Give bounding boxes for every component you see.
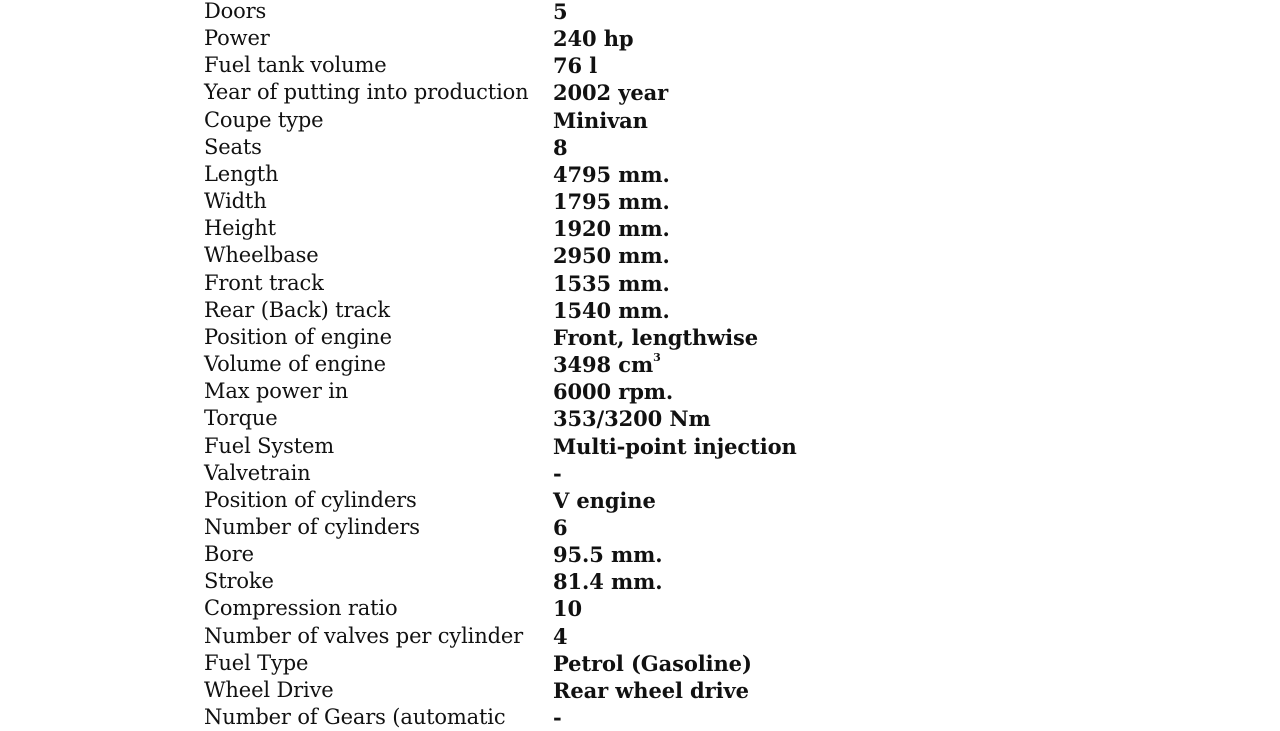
- spec-value-text: 1540 mm.: [553, 297, 670, 323]
- spec-label: Number of cylinders: [204, 514, 420, 539]
- spec-value-superscript: 3: [653, 351, 661, 365]
- spec-label: Height: [204, 216, 276, 241]
- spec-label: Wheelbase: [204, 243, 319, 268]
- spec-row: [204, 79, 797, 106]
- spec-value-text: 6: [553, 514, 568, 540]
- spec-value-text: 3498 cm: [553, 352, 654, 378]
- spec-label: Fuel tank volume: [204, 53, 387, 78]
- spec-row: [204, 514, 797, 541]
- spec-value-text: 1535 mm.: [553, 270, 670, 296]
- spec-value-text: 2002 year: [553, 80, 669, 106]
- spec-row: [204, 568, 797, 595]
- spec-value: [553, 297, 797, 324]
- spec-value: [553, 242, 797, 269]
- spec-label: Coupe type: [204, 107, 324, 132]
- spec-row: [204, 405, 797, 432]
- spec-value-text: Rear wheel drive: [553, 677, 749, 703]
- spec-row: [204, 297, 797, 324]
- spec-row: [204, 595, 797, 622]
- spec-value-text: -: [553, 705, 562, 731]
- spec-label: Length: [204, 161, 279, 186]
- spec-label: Number of valves per cylinder: [204, 623, 524, 648]
- spec-row: [204, 25, 797, 52]
- spec-value-text: 240 hp: [553, 26, 634, 52]
- spec-value: [553, 188, 797, 215]
- spec-value: [553, 460, 797, 487]
- spec-value-text: Multi-point injection: [553, 433, 797, 459]
- spec-table-body: [204, 0, 797, 731]
- spec-value-text: 81.4 mm.: [553, 569, 663, 595]
- spec-label: Torque: [204, 406, 278, 431]
- spec-label: Fuel System: [204, 433, 335, 458]
- spec-value-text: -: [553, 460, 562, 486]
- spec-label: Year of putting into production: [204, 80, 529, 105]
- spec-value-text: Minivan: [553, 107, 648, 133]
- spec-row: [204, 188, 797, 215]
- spec-value: [553, 378, 797, 405]
- spec-value: [553, 25, 797, 52]
- spec-row: [204, 161, 797, 188]
- spec-value: [553, 215, 797, 242]
- spec-value-text: 1795 mm.: [553, 189, 670, 215]
- spec-label: Valvetrain: [204, 460, 311, 485]
- spec-label: Front track: [204, 270, 324, 295]
- spec-value: [553, 405, 797, 432]
- spec-label: Doors: [204, 0, 267, 23]
- spec-value: [553, 270, 797, 297]
- spec-value-text: 353/3200 Nm: [553, 406, 711, 432]
- spec-row: [204, 460, 797, 487]
- spec-value: [553, 704, 797, 731]
- spec-row: [204, 324, 797, 351]
- spec-label: Compression ratio: [204, 596, 398, 621]
- spec-row: [204, 107, 797, 134]
- spec-value: [553, 161, 797, 188]
- spec-row: [204, 623, 797, 650]
- spec-value-text: 1920 mm.: [553, 216, 670, 242]
- spec-value: [553, 487, 797, 514]
- spec-value: [553, 677, 797, 704]
- spec-value-text: 10: [553, 596, 583, 622]
- spec-value-text: 5: [553, 0, 568, 24]
- spec-row: [204, 351, 797, 378]
- spec-row: [204, 677, 797, 704]
- car-spec-table: [204, 0, 797, 731]
- spec-row: [204, 270, 797, 297]
- spec-value: [553, 134, 797, 161]
- spec-value-text: V engine: [553, 487, 656, 513]
- spec-value: [553, 595, 797, 622]
- spec-value-text: 6000 rpm.: [553, 379, 674, 405]
- spec-value: [553, 650, 797, 677]
- spec-row: [204, 704, 797, 731]
- spec-label: Width: [204, 189, 267, 214]
- spec-value: [553, 623, 797, 650]
- spec-row: [204, 242, 797, 269]
- spec-value: [553, 514, 797, 541]
- spec-value: [553, 568, 797, 595]
- spec-label: Fuel Type: [204, 650, 309, 675]
- spec-value: [553, 52, 797, 79]
- spec-label: Rear (Back) track: [204, 297, 390, 322]
- spec-label: Stroke: [204, 569, 274, 594]
- spec-value: [553, 433, 797, 460]
- spec-value-text: 4: [553, 623, 568, 649]
- spec-label: Volume of engine: [204, 352, 386, 377]
- spec-row: [204, 433, 797, 460]
- spec-row: [204, 134, 797, 161]
- spec-row: [204, 487, 797, 514]
- spec-value-text: 8: [553, 134, 568, 160]
- spec-row: [204, 541, 797, 568]
- spec-row: [204, 215, 797, 242]
- spec-row: [204, 0, 797, 25]
- spec-label: Number of Gears (automatic: [204, 705, 506, 730]
- spec-value: [553, 351, 797, 378]
- spec-value: [553, 541, 797, 568]
- spec-value-text: 4795 mm.: [553, 161, 670, 187]
- spec-value: [553, 0, 797, 25]
- spec-row: [204, 52, 797, 79]
- spec-value-text: Front, lengthwise: [553, 324, 758, 350]
- spec-label: Power: [204, 26, 270, 51]
- spec-value-text: 76 l: [553, 53, 598, 79]
- spec-value: [553, 79, 797, 106]
- spec-label: Max power in: [204, 379, 349, 404]
- spec-value-text: 2950 mm.: [553, 243, 670, 269]
- spec-value: [553, 324, 797, 351]
- spec-label: Bore: [204, 542, 254, 567]
- spec-row: [204, 378, 797, 405]
- spec-value: [553, 107, 797, 134]
- spec-value-text: Petrol (Gasoline): [553, 650, 752, 676]
- spec-value-text: 95.5 mm.: [553, 542, 663, 568]
- spec-row: [204, 650, 797, 677]
- spec-label: Position of engine: [204, 324, 392, 349]
- spec-label: Seats: [204, 134, 262, 159]
- spec-label: Wheel Drive: [204, 677, 334, 702]
- spec-label: Position of cylinders: [204, 487, 417, 512]
